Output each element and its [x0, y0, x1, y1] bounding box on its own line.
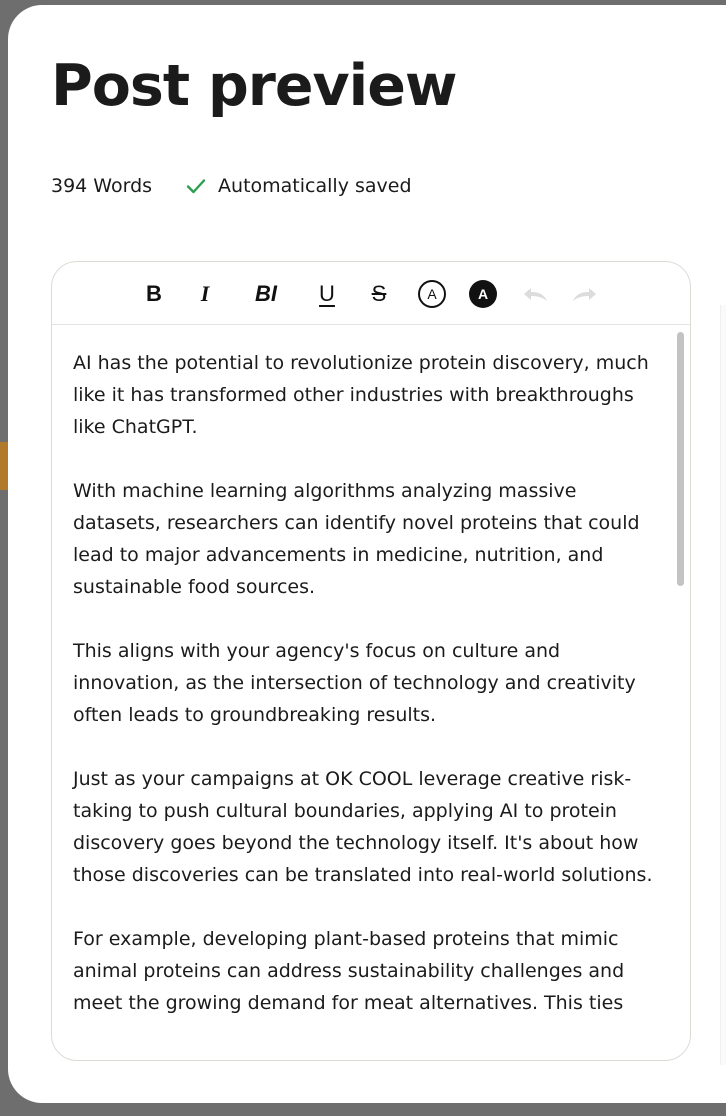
- post-paragraph: AI has the potential to revolutionize protein discovery, much like it has transformed other industries with breakthroughs like ChatGPT.: [73, 352, 649, 438]
- editor-scrollbar[interactable]: [677, 332, 684, 586]
- post-paragraph: For example, developing plant-based proteins that mimic animal proteins can address sustainability challenges and meet the growing demand for meat alternatives. This ties: [73, 928, 625, 1014]
- word-count: 394 Words: [51, 175, 153, 197]
- redo-button[interactable]: [570, 280, 600, 308]
- post-paragraph: Just as your campaigns at OK COOL leverage creative risk-taking to push cultural boundaries, applying AI to protein discovery goes beyond the technology itself. It's about how those discoveries can be translated into real-world solutions.: [73, 768, 653, 886]
- save-status: [186, 175, 411, 197]
- post-preview-modal: [8, 5, 726, 1103]
- bold-button[interactable]: B: [146, 281, 162, 306]
- page-title: Post preview: [51, 53, 457, 119]
- filled-circle-letter-button[interactable]: A: [469, 280, 497, 308]
- undo-button[interactable]: [520, 280, 550, 308]
- bold-italic-button[interactable]: BI: [255, 281, 277, 306]
- strikethrough-button[interactable]: S: [371, 281, 387, 306]
- post-meta: [51, 175, 412, 197]
- post-content[interactable]: [52, 326, 676, 1060]
- check-icon: [186, 178, 206, 194]
- outline-circle-letter-button[interactable]: A: [418, 280, 446, 308]
- undo-icon: [520, 284, 550, 304]
- post-editor: [51, 261, 691, 1061]
- redo-icon: [570, 284, 600, 304]
- post-paragraph: This aligns with your agency's focus on culture and innovation, as the intersection of technology and creativity often leads to groundbreaking results.: [73, 640, 636, 726]
- underline-button[interactable]: U: [319, 281, 335, 306]
- post-paragraph: With machine learning algorithms analyzing massive datasets, researchers can identify novel proteins that could lead to major advancements in medicine, nutrition, and sustainable food sources.: [73, 480, 640, 598]
- formatting-toolbar: [52, 262, 690, 325]
- save-status-label: Automatically saved: [218, 175, 412, 197]
- background-accent: [0, 442, 8, 490]
- italic-button[interactable]: I: [200, 281, 210, 306]
- side-panel-edge: [720, 305, 726, 1065]
